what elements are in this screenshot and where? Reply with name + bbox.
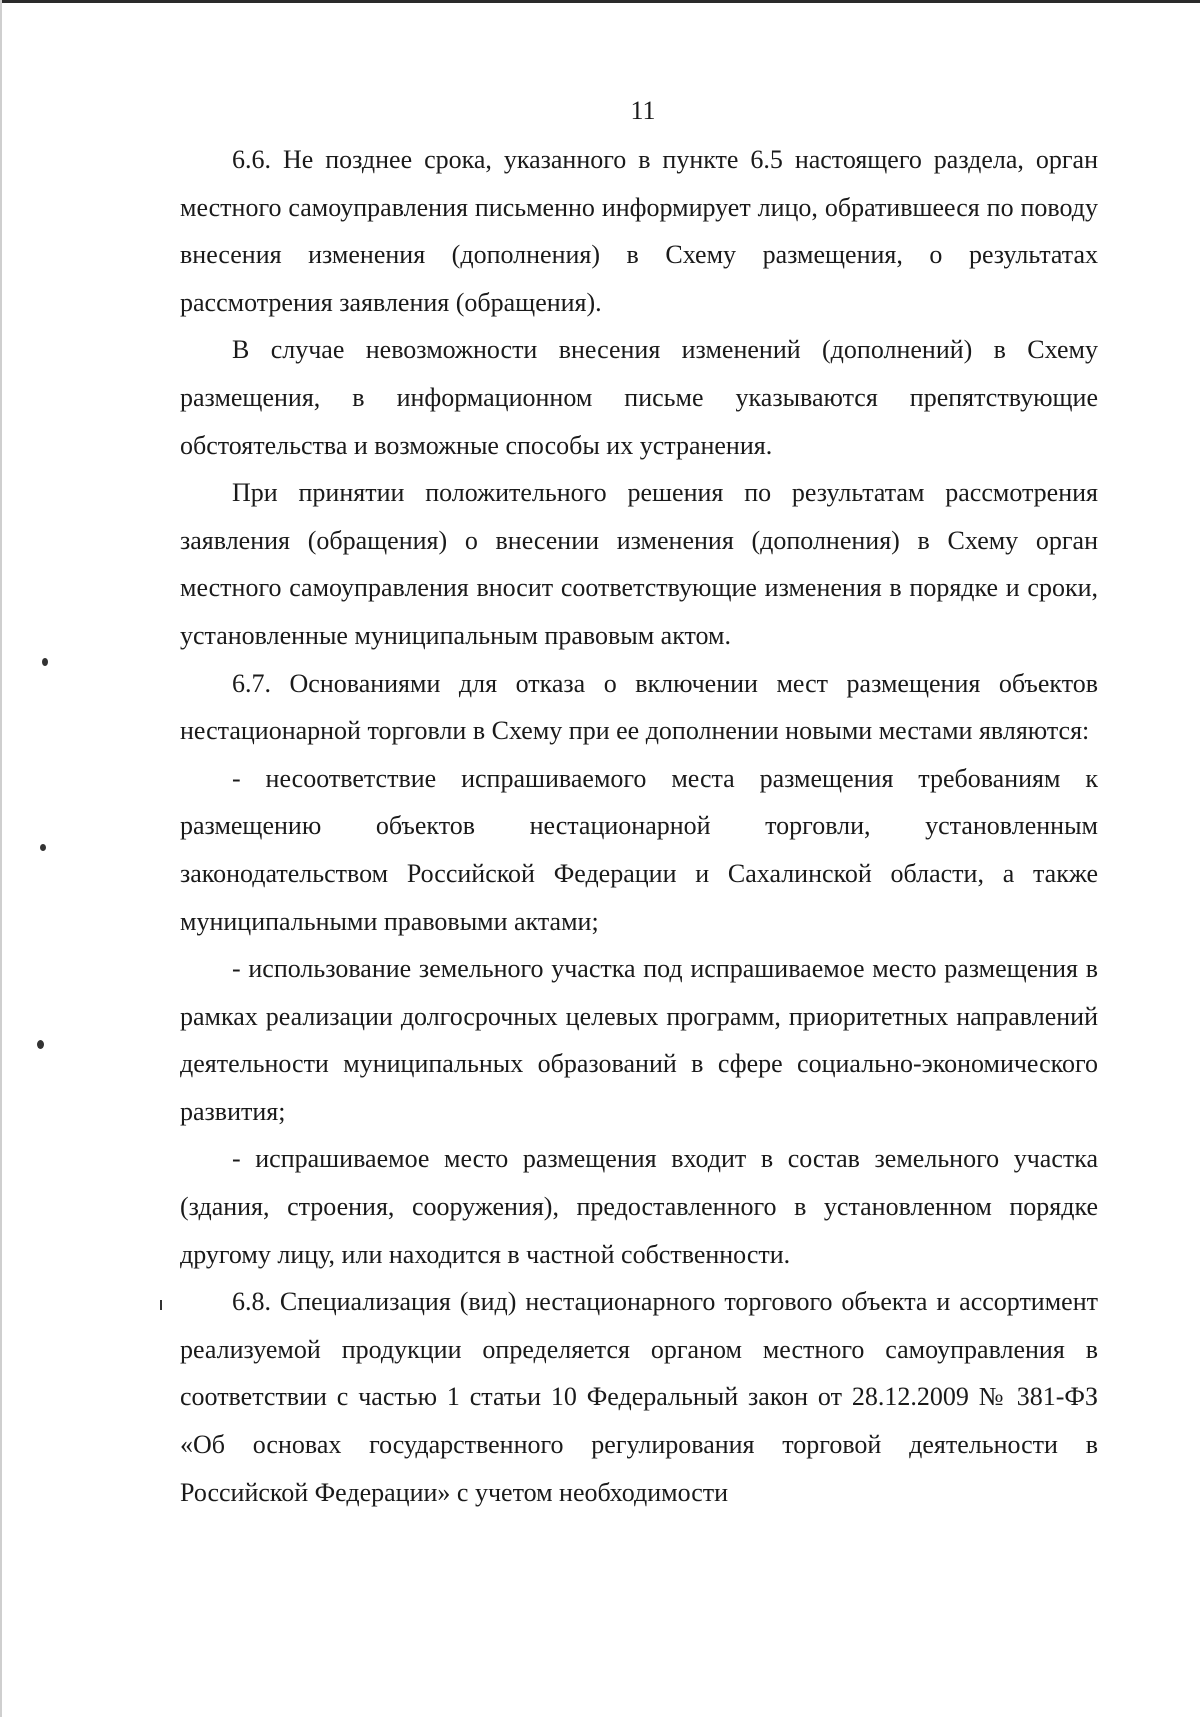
scan-top-edge xyxy=(0,0,1200,3)
list-item-private-property: - испрашиваемое место размещения входит в состав земельного участка (здания, строения, сооружения), предоставленного в установленном порядке другому лицу, или находится в частной собственности. xyxy=(180,1144,1098,1269)
scan-speck xyxy=(42,658,48,666)
paragraph-positive-decision: При принятии положительного решения по результатам рассмотрения заявления (обращения) о внесении изменения (дополнения) в Схему орган местного самоуправления вносит соответствующие изменения в порядке и сроки, установленные муниципальным правовым актом. xyxy=(180,478,1098,650)
paragraph-impossibility: В случае невозможности внесения изменений (дополнений) в Схему размещения, в информационном письме указываются препятствующие обстоятельства и возможные способы их устранения. xyxy=(180,335,1098,460)
list-item-nonconformity: - несоответствие испрашиваемого места размещения требованиям к размещению объектов нестационарной торговли, установленным законодательством Российской Федерации и Сахалинской области, а также муниципальными правовыми актами; xyxy=(180,763,1098,936)
page-number: 11 xyxy=(630,96,656,125)
paragraph-6-7: 6.7. Основаниями для отказа о включении мест размещения объектов нестационарной торговли в Схему при ее дополнении новыми местами являются: xyxy=(180,668,1098,746)
scan-left-edge xyxy=(0,0,2,1717)
paragraph-6-6: 6.6. Не позднее срока, указанного в пункте 6.5 настоящего раздела, орган местного самоуправления письменно информирует лицо, обратившееся по поводу внесения изменения (дополнения) в Схему размещения, о результатах рассмотрения заявления (обращения). xyxy=(180,145,1098,317)
scan-speck xyxy=(160,1300,162,1310)
paragraph-6-8: 6.8. Специализация (вид) нестационарного торгового объекта и ассортимент реализуемой продукции определяется органом местного самоуправления в соответствии с частью 1 статьи 10 Федеральный закон от 28.12.2009 № 381-ФЗ «Об основах государственного регулирования торговой деятельности в Российской Федерации» с учетом необходимости xyxy=(180,1287,1098,1507)
scan-speck xyxy=(37,1040,44,1049)
scan-speck xyxy=(40,844,46,851)
document-body xyxy=(180,136,1098,1516)
list-item-land-use: - использование земельного участка под испрашиваемое место размещения в рамках реализации долгосрочных целевых программ, приоритетных направлений деятельности муниципальных образований в сфере социально-экономического развития; xyxy=(180,954,1098,1126)
